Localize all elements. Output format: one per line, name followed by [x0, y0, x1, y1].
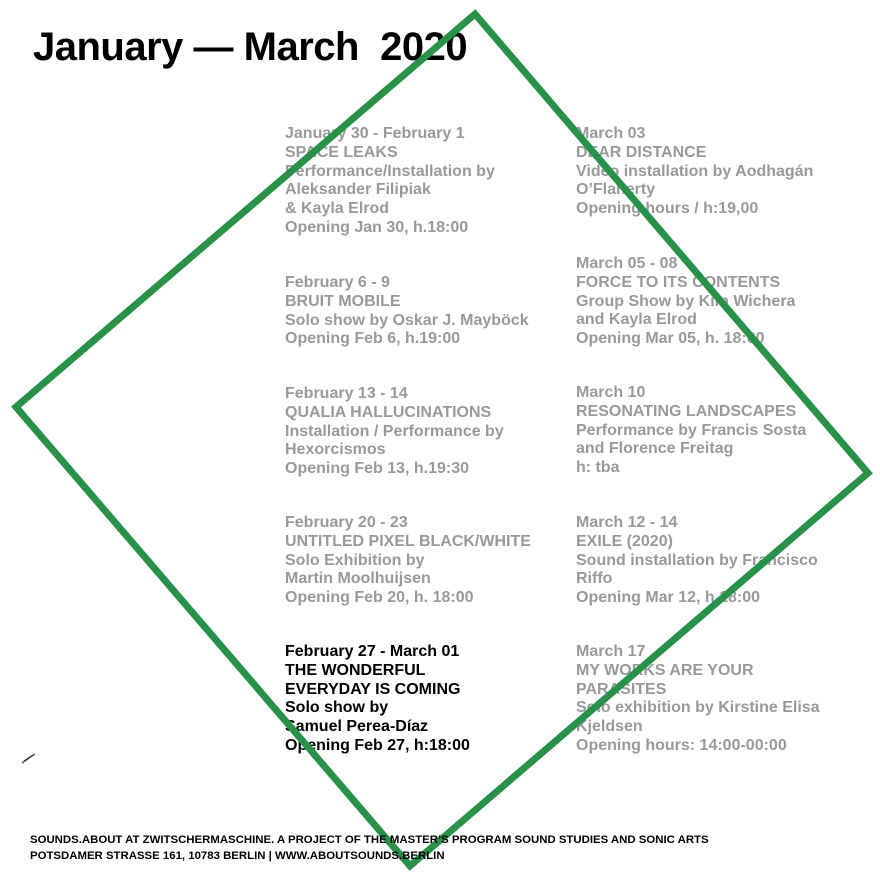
- diamond-outline: [16, 14, 868, 866]
- event-description: Kjeldsen: [576, 718, 643, 736]
- event-opening: Opening Mar 05, h. 18:00: [576, 330, 765, 348]
- event-dates: March 17: [576, 643, 646, 660]
- pen-stroke-mark: [20, 748, 40, 766]
- event-description: Samuel Perea-Díaz: [285, 718, 429, 736]
- event-description: Performance by Francis Sosta: [576, 421, 807, 439]
- event-title: BRUIT MOBILE: [285, 292, 401, 310]
- event-description: and Florence Freitag: [576, 440, 734, 458]
- event-dates: January 30 - February 1: [285, 125, 465, 142]
- event-title: SPACE LEAKS: [285, 143, 398, 161]
- event-opening: Opening Feb 27, h:18:00: [285, 736, 470, 754]
- event-description: PARASITES: [576, 680, 667, 698]
- event-opening: Opening Feb 20, h. 18:00: [285, 589, 474, 607]
- event-opening: Opening hours: 14:00-00:00: [576, 736, 787, 754]
- event-description: Martin Moolhuijsen: [285, 570, 431, 588]
- event-title: EXILE (2020): [576, 532, 673, 550]
- footer-line-1: SOUNDS.ABOUT AT ZWITSCHERMASCHINE. A PROJECT OF THE MASTER’S PROGRAM SOUND STUDIES AND SONIC ARTS: [30, 834, 709, 846]
- event-description: Video installation by Aodhagán: [576, 162, 814, 180]
- event-description: Solo Exhibition by: [285, 551, 425, 569]
- event-description: EVERYDAY IS COMING: [285, 680, 461, 698]
- event-description: Solo exhibition by Kirstine Elisa: [576, 699, 820, 717]
- event-opening: Opening hours / h:19,00: [576, 200, 759, 218]
- event-description: Solo show by: [285, 699, 389, 717]
- event-description: & Kayla Elrod: [285, 200, 390, 218]
- event-opening: h: tba: [576, 459, 620, 477]
- event-opening: Opening Feb 6, h.19:00: [285, 330, 461, 348]
- footer-line-2: POTSDAMER STRASSE 161, 10783 BERLIN | WWW.ABOUTSOUNDS.BERLIN: [30, 850, 445, 862]
- event-description: Installation / Performance by: [285, 422, 504, 440]
- event-description: Solo show by Oskar J. Mayböck: [285, 311, 529, 329]
- event-dates: March 10: [576, 384, 646, 401]
- event-title: FORCE TO ITS CONTENTS: [576, 273, 781, 291]
- event-opening: Opening Mar 12, h 18:00: [576, 589, 761, 607]
- event-opening: Opening Feb 13, h.19:30: [285, 460, 470, 478]
- event-description: Performance/Installation by: [285, 162, 495, 180]
- event-dates: March 03: [576, 125, 646, 142]
- event-title: QUALIA HALLUCINATIONS: [285, 403, 492, 421]
- event-title: THE WONDERFUL: [285, 661, 426, 679]
- event-title: DEAR DISTANCE: [576, 143, 707, 161]
- event-title: UNTITLED PIXEL BLACK/WHITE: [285, 532, 531, 550]
- footer: [30, 832, 709, 864]
- event-description: Group Show by Kim Wichera: [576, 292, 796, 310]
- event-dates: March 12 - 14: [576, 514, 678, 531]
- event-title: MY WORKS ARE YOUR: [576, 661, 754, 679]
- event-description: Aleksander Filipiak: [285, 181, 431, 199]
- event-dates: March 05 - 08: [576, 255, 678, 272]
- event-description: Sound installation by Francisco: [576, 551, 818, 569]
- event-description: O’Flaherty: [576, 181, 656, 199]
- event-dates: February 13 - 14: [285, 385, 408, 402]
- event-dates: February 20 - 23: [285, 514, 408, 531]
- event-description: Riffo: [576, 570, 613, 588]
- event-title: RESONATING LANDSCAPES: [576, 402, 797, 420]
- event-dates: February 6 - 9: [285, 274, 390, 291]
- event-opening: Opening Jan 30, h.18:00: [285, 218, 469, 236]
- event-dates: February 27 - March 01: [285, 643, 460, 660]
- event-description: and Kayla Elrod: [576, 311, 697, 329]
- event-description: Hexorcismos: [285, 441, 386, 459]
- page-title: January — March 2020: [33, 25, 468, 69]
